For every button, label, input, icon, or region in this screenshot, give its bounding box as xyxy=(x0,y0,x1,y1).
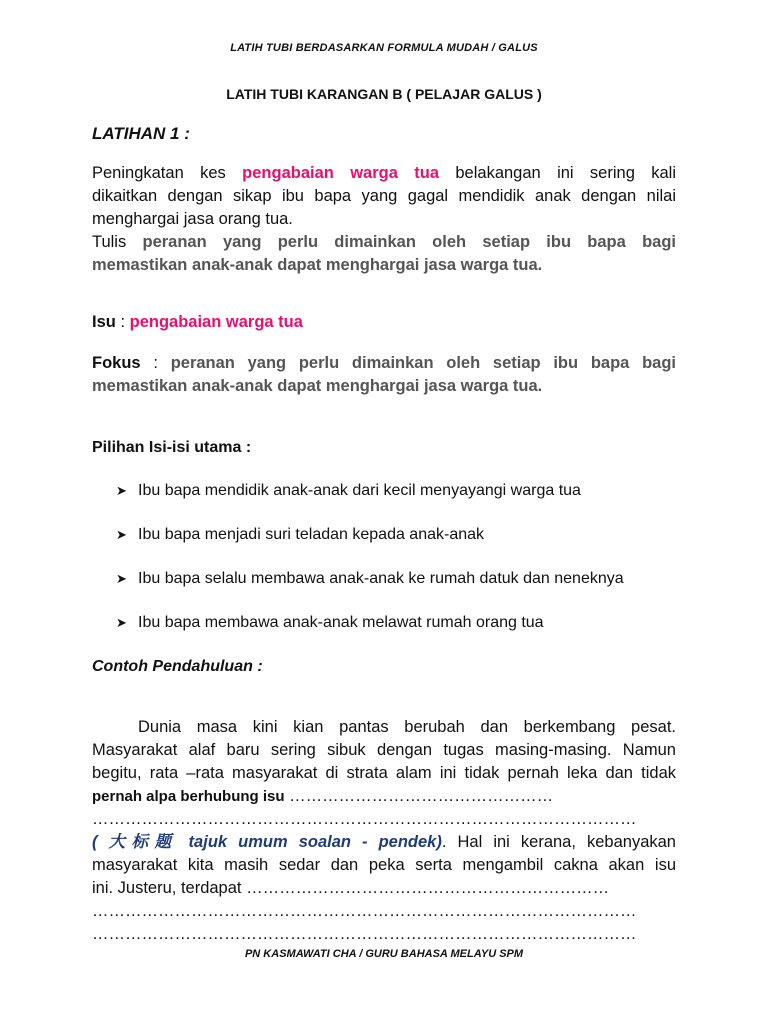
list-item xyxy=(116,614,681,658)
intro-bold-phrase: pernah alpa berhubung isu xyxy=(92,788,285,805)
intro-line-8 xyxy=(92,877,676,900)
intro-line-4 xyxy=(92,785,676,808)
question-task-line-2: memastikan anak-anak dapat menghargai jasa warga tua. xyxy=(92,256,543,274)
list-item xyxy=(116,526,681,570)
question-paragraph xyxy=(92,162,676,277)
question-intro-suffix: belakangan ini sering kali xyxy=(455,164,676,182)
question-intro-prefix: Peningkatan kes xyxy=(92,164,226,182)
list-item-text: Ibu bapa menjadi suri teladan kepada anak-anak xyxy=(138,526,485,543)
document-title: LATIH TUBI KARANGAN B ( PELAJAR GALUS ) xyxy=(226,86,542,102)
intro-line-8-prefix: ini. Justeru, terdapat xyxy=(92,879,242,897)
isu-separator: : xyxy=(120,313,126,331)
fokus-text-1: peranan yang perlu dimainkan oleh setiap ibu bapa bagi xyxy=(170,354,676,372)
list-item xyxy=(116,482,681,526)
intro-line-5: ……………………………………………………………………………………… xyxy=(92,810,637,828)
running-header: LATIH TUBI BERDASARKAN FORMULA MUDAH / GALUS xyxy=(230,42,538,54)
intro-line-3: begitu, rata –rata masyarakat di strata alam ini tidak pernah leka dan tidak xyxy=(92,764,676,782)
introduction-heading: Contoh Pendahuluan : xyxy=(92,658,263,675)
page-footer: PN KASMAWATI CHA / GURU BAHASA MELAYU SPM xyxy=(244,948,524,960)
exercise-label: LATIHAN 1 : xyxy=(92,124,190,143)
intro-line-9: ……………………………………………………………………………………… xyxy=(92,902,637,920)
arrow-bullet-icon: ➤ xyxy=(116,483,127,498)
main-points-heading: Pilihan Isi-isi utama : xyxy=(92,439,252,456)
question-line-1 xyxy=(92,162,676,185)
intro-line-1: Dunia masa kini kian pantas berubah dan berkembang pesat. xyxy=(138,718,676,736)
fokus-line-2: memastikan anak-anak dapat menghargai jasa warga tua. xyxy=(92,377,543,395)
arrow-bullet-icon: ➤ xyxy=(116,527,127,542)
fokus-label: Fokus xyxy=(92,354,141,372)
fokus-paragraph xyxy=(92,352,676,398)
list-item-text: Ibu bapa mendidik anak-anak dari kecil menyayangi warga tua xyxy=(138,482,581,499)
fill-in-dots: ………………………………………… xyxy=(289,787,554,805)
isu-label: Isu xyxy=(92,313,116,331)
list-item-text: Ibu bapa membawa anak-anak melawat rumah orang tua xyxy=(138,614,544,631)
question-task-line-1 xyxy=(92,231,676,254)
fokus-separator: : xyxy=(153,354,158,372)
task-text-1: peranan yang perlu dimainkan oleh setiap ibu bapa bagi xyxy=(142,233,676,251)
intro-line-10: ……………………………………………………………………………………… xyxy=(92,925,637,943)
arrow-bullet-icon: ➤ xyxy=(116,571,127,586)
arrow-bullet-icon: ➤ xyxy=(116,615,127,630)
intro-line-2: Masyarakat alaf baru sering sibuk dengan tugas masing-masing. Namun xyxy=(92,741,676,759)
intro-line-6-rest: . Hal ini kerana, kebanyakan xyxy=(441,833,676,851)
fill-in-dots: ………………………………………………………… xyxy=(246,879,610,897)
isu-value: pengabaian warga tua xyxy=(129,313,303,331)
question-line-2: dikaitkan dengan sikap ibu bapa yang gagal mendidik anak dengan nilai xyxy=(92,187,676,205)
question-line-3: menghargai jasa orang tua. xyxy=(92,210,293,228)
fokus-line-1 xyxy=(92,352,676,375)
list-item xyxy=(116,570,681,614)
intro-line-7: masyarakat kita masih sedar dan peka serta mengambil cakna akan isu xyxy=(92,856,676,874)
placeholder-title: ( 大标题 tajuk umum soalan - pendek) xyxy=(92,833,442,851)
question-highlight: pengabaian warga tua xyxy=(242,164,439,182)
isu-line xyxy=(92,311,676,334)
task-prefix: Tulis xyxy=(92,233,127,251)
main-points-list xyxy=(116,482,681,658)
introduction-paragraph xyxy=(92,716,676,946)
intro-line-6 xyxy=(92,831,676,854)
list-item-text: Ibu bapa selalu membawa anak-anak ke rumah datuk dan neneknya xyxy=(138,570,624,587)
